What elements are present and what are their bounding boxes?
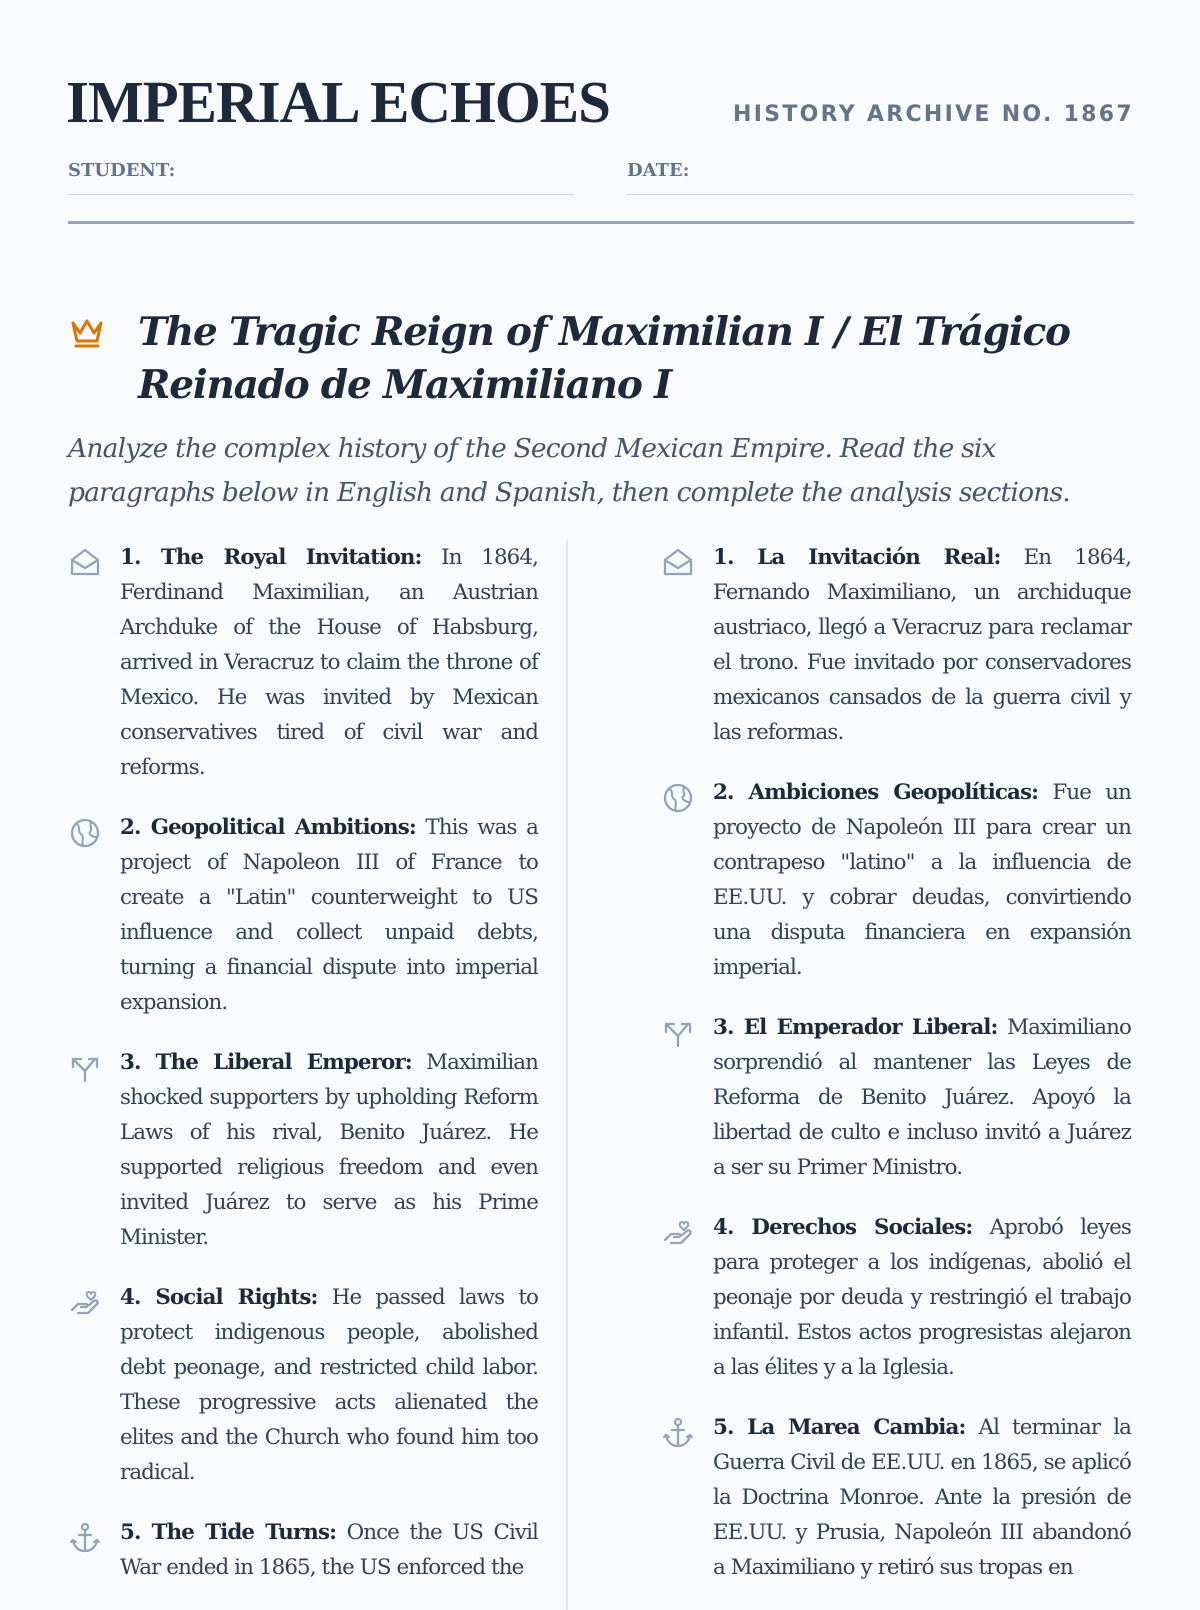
globe-icon bbox=[661, 781, 695, 815]
archive-number: HISTORY ARCHIVE NO. 1867 bbox=[733, 102, 1134, 127]
spanish-paragraph bbox=[661, 775, 1131, 985]
english-paragraph bbox=[68, 1045, 538, 1255]
column-divider bbox=[566, 540, 568, 1610]
header-divider bbox=[68, 221, 1134, 224]
paragraph-text: This was a project of Napoleon III of France to create a "Latin" counterweight to US influence and collect unpaid debts, turning a financial dispute into imperial expansion. bbox=[120, 815, 538, 1015]
lesson-subtitle: Analyze the complex history of the Second Mexican Empire. Read the six paragraphs below in English and Spanish, then complete the analysis sections. bbox=[68, 432, 1070, 508]
paragraph-title: 2. Geopolitical Ambitions: bbox=[120, 815, 416, 840]
english-paragraph bbox=[68, 1280, 538, 1490]
helping-hand-icon bbox=[68, 1286, 102, 1320]
paragraph-title: 4. Social Rights: bbox=[120, 1285, 318, 1310]
brand-title: IMPERIAL ECHOES bbox=[66, 69, 610, 135]
paragraph-text: Maximiliano sorprendió al mantener las Leyes de Reforma de Benito Juárez. Apoyó la libertad de culto e incluso invitó a Juárez a ser su Primer Ministro. bbox=[713, 1015, 1131, 1180]
date-field[interactable] bbox=[627, 160, 1134, 195]
paragraph-text: He passed laws to protect indigenous people, abolished debt peonage, and restricted child labor. These progressive acts alienated the elites and the Church who found him too radical. bbox=[120, 1285, 538, 1485]
paragraph-text: In 1864, Ferdinand Maximilian, an Austrian Archduke of the House of Habsburg, arrived in Veracruz to claim the throne of Mexico. He was invited by Mexican conservatives tired of civil war and reforms. bbox=[120, 545, 538, 780]
student-field[interactable] bbox=[68, 160, 574, 195]
english-paragraph bbox=[68, 540, 538, 785]
spanish-paragraph bbox=[661, 1210, 1131, 1385]
spanish-paragraph bbox=[661, 1010, 1131, 1185]
paragraph-text: En 1864, Fernando Maximiliano, un archiduque austriaco, llegó a Veracruz para reclamar el trono. Fue invitado por conservadores mexicanos cansados de la guerra civil y las reformas. bbox=[713, 545, 1132, 745]
helping-hand-icon bbox=[661, 1216, 695, 1250]
worksheet-header bbox=[68, 62, 1134, 142]
envelope-open-icon bbox=[661, 546, 695, 580]
bilingual-columns bbox=[68, 540, 1134, 1610]
anchor-icon bbox=[68, 1521, 102, 1555]
spanish-paragraph bbox=[661, 540, 1131, 750]
date-label: DATE: bbox=[627, 160, 690, 181]
anchor-icon bbox=[661, 1416, 695, 1450]
paragraph-title: 2. Ambiciones Geopolíticas: bbox=[713, 780, 1039, 805]
paragraph-title: 1. La Invitación Real: bbox=[713, 545, 1001, 570]
paragraph-title: 5. La Marea Cambia: bbox=[713, 1415, 966, 1440]
paragraph-text: Aprobó leyes para proteger a los indígenas, abolió el peonaje por deuda y restringió el trabajo infantil. Estos actos progresistas alejaron a las élites y a la Iglesia. bbox=[713, 1215, 1131, 1380]
globe-icon bbox=[68, 816, 102, 850]
student-label: STUDENT: bbox=[68, 160, 176, 181]
paragraph-text: Maximilian shocked supporters by upholding Reform Laws of his rival, Benito Juárez. He supported religious freedom and even invited Juárez to serve as his Prime Minister. bbox=[120, 1050, 538, 1250]
paragraph-text: Al terminar la Guerra Civil de EE.UU. en 1865, se aplicó la Doctrina Monroe. Ante la presión de EE.UU. y Prusia, Napoleón III abandonó a Maximiliano y retiró sus tropas en bbox=[713, 1415, 1132, 1580]
paragraph-title: 1. The Royal Invitation: bbox=[120, 545, 422, 570]
paragraph-title: 4. Derechos Sociales: bbox=[713, 1215, 973, 1240]
paragraph-title: 5. The Tide Turns: bbox=[120, 1520, 337, 1545]
english-paragraph bbox=[68, 1515, 538, 1585]
spanish-column bbox=[661, 540, 1131, 1610]
english-column bbox=[68, 540, 538, 1610]
crown-icon bbox=[68, 313, 106, 351]
spanish-paragraph bbox=[661, 1410, 1131, 1585]
envelope-open-icon bbox=[68, 546, 102, 580]
paragraph-text: Fue un proyecto de Napoleón III para crear un contrapeso "latino" a la influencia de EE.UU. y cobrar deudas, convirtiendo una disputa financiera en expansión imperial. bbox=[713, 780, 1132, 980]
paragraph-title: 3. El Emperador Liberal: bbox=[713, 1015, 998, 1040]
english-paragraph bbox=[68, 810, 538, 1020]
paragraph-text: Once the US Civil War ended in 1865, the US enforced the bbox=[120, 1520, 538, 1580]
split-arrows-icon bbox=[68, 1051, 102, 1085]
lesson-title: The Tragic Reign of Maximilian I / El Trágico Reinado de Maximiliano I bbox=[138, 309, 1070, 409]
paragraph-title: 3. The Liberal Emperor: bbox=[120, 1050, 412, 1075]
split-arrows-icon bbox=[661, 1016, 695, 1050]
